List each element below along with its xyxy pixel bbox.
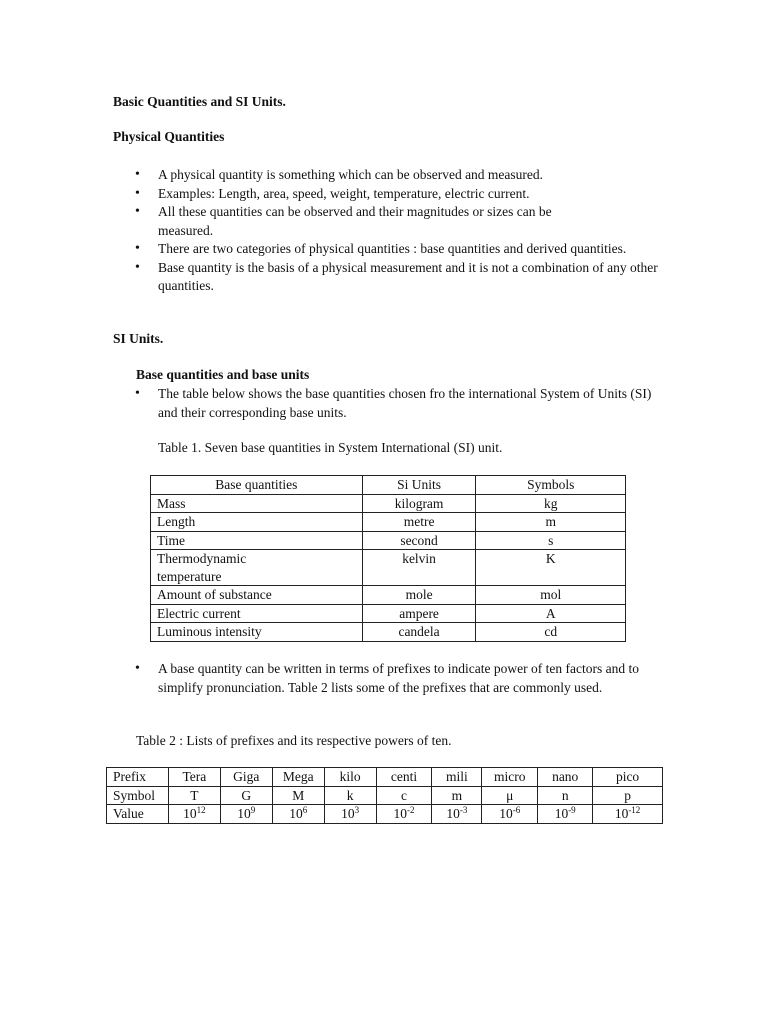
value-cell [220, 805, 272, 824]
page-title: Basic Quantities and SI Units. [113, 94, 286, 109]
value-base: 10 [614, 806, 629, 821]
value-cell [538, 805, 593, 824]
table-cell: m [476, 513, 626, 532]
physical-quantities-list [113, 166, 658, 296]
symbol-cell: G [220, 786, 272, 805]
value-exponent: -6 [512, 805, 521, 815]
symbol-cell: m [432, 786, 482, 805]
si-units-list [113, 385, 658, 422]
table-cell: cd [476, 623, 626, 642]
symbol-cell: n [538, 786, 593, 805]
value-row [107, 805, 663, 824]
table-cell: kilogram [362, 494, 476, 513]
table-cell: Thermodynamic temperature [151, 550, 363, 586]
value-base: 10 [183, 806, 197, 821]
value-cell [168, 805, 220, 824]
value-cell [272, 805, 324, 824]
value-cell [593, 805, 663, 824]
section-heading-physical-quantities: Physical Quantities [113, 129, 225, 144]
row-label-value: Value [107, 805, 169, 824]
prefix-cell: Tera [168, 768, 220, 787]
prefix-cell: kilo [324, 768, 376, 787]
table-header-cell: Base quantities [151, 476, 363, 495]
list-item: • All these quantities can be observed and their magnitudes or sizes can be measured. [113, 203, 658, 240]
value-base: 10 [393, 806, 407, 821]
prefixes-table [106, 767, 663, 824]
table-cell: Mass [151, 494, 363, 513]
symbol-cell: k [324, 786, 376, 805]
table-row [151, 623, 626, 642]
table-cell: second [362, 531, 476, 550]
value-cell [432, 805, 482, 824]
table-cell: metre [362, 513, 476, 532]
symbol-row [107, 786, 663, 805]
table-cell: kelvin [362, 550, 476, 586]
symbol-cell: p [593, 786, 663, 805]
symbol-cell: M [272, 786, 324, 805]
table-cell: Length [151, 513, 363, 532]
table-cell: kg [476, 494, 626, 513]
prefix-cell: Giga [220, 768, 272, 787]
table-cell: ampere [362, 604, 476, 623]
prefix-cell: mili [432, 768, 482, 787]
value-exponent: 3 [354, 805, 360, 815]
table-row [151, 604, 626, 623]
row-label-symbol: Symbol [107, 786, 169, 805]
value-base: 10 [237, 806, 251, 821]
value-exponent: -9 [568, 805, 576, 815]
table1-caption: Table 1. Seven base quantities in System International (SI) unit. [158, 440, 503, 455]
prefix-cell: pico [593, 768, 663, 787]
table-row [151, 513, 626, 532]
base-quantities-table [150, 475, 626, 642]
table-cell: mole [362, 586, 476, 605]
value-exponent: -12 [628, 805, 641, 815]
value-base: 10 [289, 806, 303, 821]
table-row [151, 586, 626, 605]
prefix-cell: micro [482, 768, 538, 787]
table-cell: A [476, 604, 626, 623]
value-base: 10 [446, 806, 460, 821]
value-cell [376, 805, 432, 824]
table-header-cell: Si Units [362, 476, 476, 495]
table-cell: Amount of substance [151, 586, 363, 605]
table-cell: mol [476, 586, 626, 605]
table-cell: Electric current [151, 604, 363, 623]
value-exponent: -3 [459, 805, 468, 815]
prefix-cell: Mega [272, 768, 324, 787]
prefix-cell: nano [538, 768, 593, 787]
value-exponent: 9 [250, 805, 256, 815]
table-row [151, 550, 626, 586]
list-item: • Base quantity is the basis of a physical measurement and it is not a combination of any other quantities. [113, 259, 658, 296]
table-cell: candela [362, 623, 476, 642]
symbol-cell: μ [482, 786, 538, 805]
symbol-cell: T [168, 786, 220, 805]
value-cell [482, 805, 538, 824]
section-heading-si-units: SI Units. [113, 331, 164, 346]
prefixes-list [113, 660, 658, 697]
table2-caption: Table 2 : Lists of prefixes and its respective powers of ten. [136, 733, 452, 748]
table-row [151, 531, 626, 550]
value-exponent: 12 [196, 805, 206, 815]
prefix-row [107, 768, 663, 787]
list-item: • A base quantity can be written in terms of prefixes to indicate power of ten factors and to simplify pronunciation. Table 2 lists some of the prefixes that are commonly used. [113, 660, 658, 697]
value-base: 10 [341, 806, 355, 821]
value-exponent: -2 [407, 805, 415, 815]
value-base: 10 [554, 806, 569, 821]
list-item: • The table below shows the base quantities chosen fro the international System of Units (SI) and their corresponding base units. [113, 385, 658, 422]
value-exponent: 6 [302, 805, 308, 815]
table-cell: Luminous intensity [151, 623, 363, 642]
value-cell [324, 805, 376, 824]
subsection-heading-base-quantities: Base quantities and base units [136, 367, 310, 382]
table-cell: K [476, 550, 626, 586]
table-cell: s [476, 531, 626, 550]
table-header-row [151, 476, 626, 495]
list-item: • Examples: Length, area, speed, weight, temperature, electric current. [113, 185, 658, 204]
row-label-prefix: Prefix [107, 768, 169, 787]
table-row [151, 494, 626, 513]
list-item: • A physical quantity is something which can be observed and measured. [113, 166, 658, 185]
symbol-cell: c [376, 786, 432, 805]
value-base: 10 [499, 806, 513, 821]
prefix-cell: centi [376, 768, 432, 787]
table-header-cell: Symbols [476, 476, 626, 495]
list-item: • There are two categories of physical quantities : base quantities and derived quantities. [113, 240, 658, 259]
table-cell: Time [151, 531, 363, 550]
